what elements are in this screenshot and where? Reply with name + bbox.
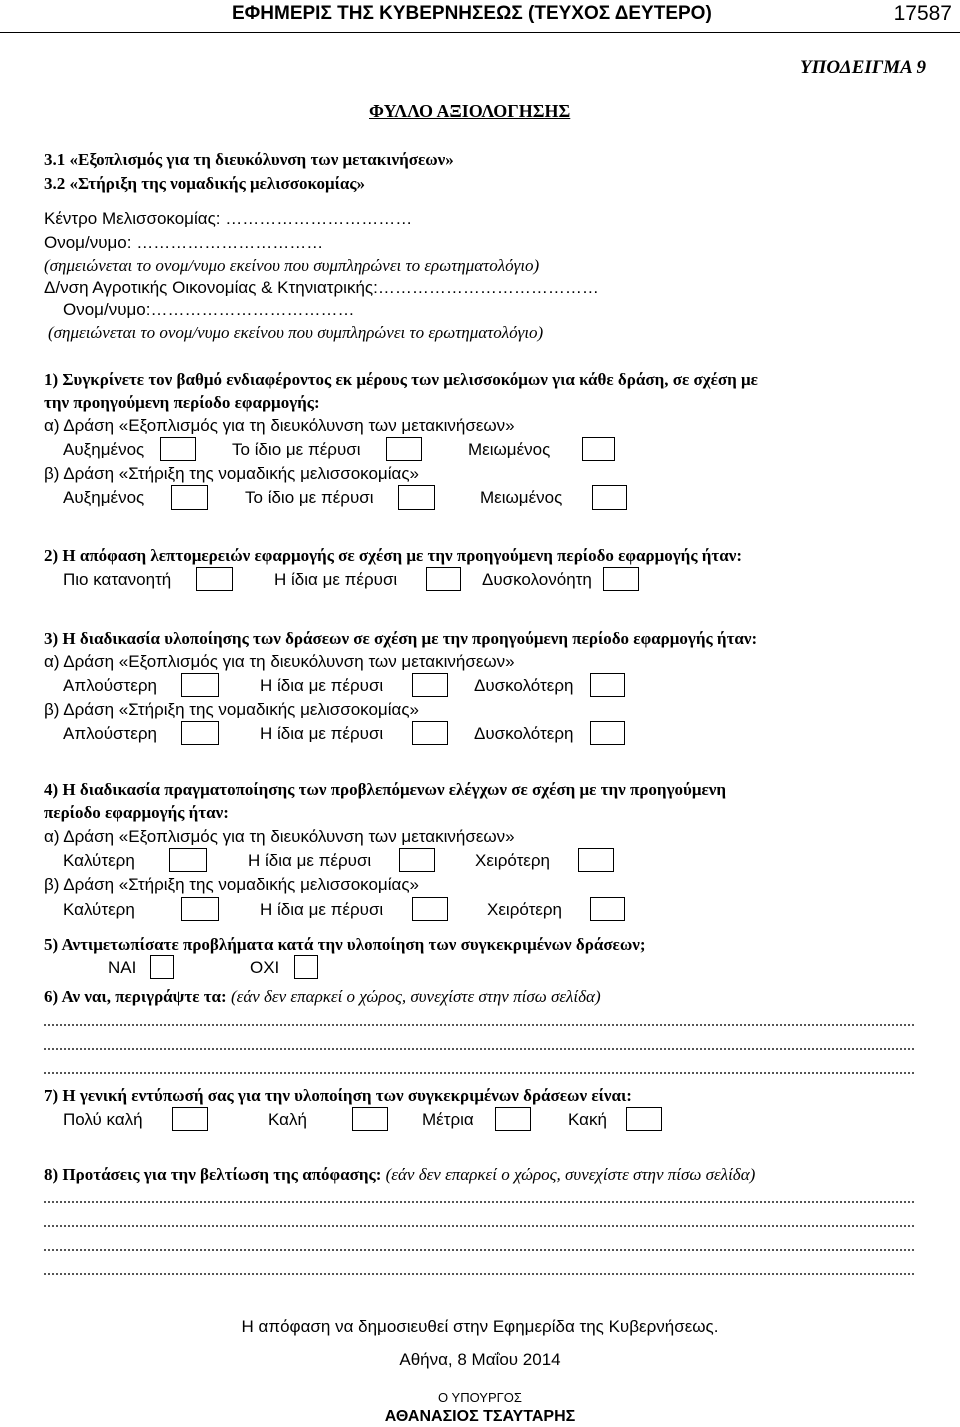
q1b-opt2-label: Το ίδιο με πέρυσι — [245, 488, 374, 507]
q8-answer-line-3[interactable] — [44, 1249, 914, 1253]
q3-title: 3) Η διαδικασία υλοποίησης των δράσεων σε σχέση με την προηγούμενη περίοδο εφαρμογής ήταν: — [44, 629, 758, 648]
q2-opt1-checkbox[interactable] — [196, 567, 233, 591]
q6-answer-line-3[interactable] — [44, 1072, 914, 1076]
q1b-opt3-checkbox[interactable] — [592, 485, 627, 510]
page-header — [0, 0, 960, 33]
q4b-opt1-checkbox[interactable] — [181, 897, 219, 921]
q1a-opt3-label: Μειωμένος — [468, 440, 551, 459]
q2-opt2-label: Η ίδια με πέρυσι — [274, 570, 398, 589]
name1-note: (σημειώνεται το ονομ/νυμο εκείνου που συμπληρώνει το ερωτηματολόγιο) — [44, 256, 540, 275]
q1-title-cont: την προηγούμενη περίοδο εφαρμογής: — [44, 393, 320, 412]
signatory-name: ΑΘΑΝΑΣΙΟΣ ΤΣΑΥΤΑΡΗΣ — [384, 1408, 576, 1425]
directorate-field[interactable]: ………………………………… — [377, 278, 599, 297]
sample-label: ΥΠΟΔΕΙΓΜΑ 9 — [800, 57, 926, 78]
q6-question — [44, 987, 601, 1007]
q1b-opt1-label: Αυξημένος — [63, 488, 145, 507]
beekeeping-center-field[interactable]: …………………………… — [225, 209, 413, 228]
q7-opt2-checkbox[interactable] — [352, 1107, 388, 1131]
q3b-opt1-checkbox[interactable] — [181, 721, 219, 745]
q1a-opt3-checkbox[interactable] — [582, 437, 615, 461]
action-3-2: 3.2 «Στήριξη της νομαδικής μελισσοκομίας» — [44, 174, 366, 193]
q8-answer-line-4[interactable] — [44, 1273, 914, 1277]
q6-answer-line-2[interactable] — [44, 1048, 914, 1052]
directorate-label: Δ/νση Αγροτικής Οικονομίας & Κτηνιατρικής:………………………………… — [44, 278, 599, 297]
q6-title: 6) Αν ναι, περιγράψτε τα: — [44, 987, 227, 1006]
q7-opt2-label: Καλή — [268, 1110, 307, 1129]
q6-hint: (εάν δεν επαρκεί ο χώρος, συνεχίστε στην πίσω σελίδα) — [230, 987, 601, 1006]
q1b-opt1-checkbox[interactable] — [171, 485, 208, 510]
q8-answer-line-2[interactable] — [44, 1225, 914, 1229]
q4b-opt3-label: Χειρότερη — [487, 900, 562, 919]
q7-opt1-label: Πολύ καλή — [63, 1110, 143, 1129]
q7-opt3-checkbox[interactable] — [495, 1107, 531, 1131]
q3-action-b: β) Δράση «Στήριξη της νομαδικής μελισσοκομίας» — [44, 700, 419, 719]
q3a-opt2-checkbox[interactable] — [412, 673, 448, 697]
q5-yes-label: ΝΑΙ — [108, 958, 137, 977]
q4b-opt2-label: Η ίδια με πέρυσι — [260, 900, 384, 919]
q1b-opt3-label: Μειωμένος — [480, 488, 563, 507]
q4a-opt3-label: Χειρότερη — [475, 851, 550, 870]
q2-opt2-checkbox[interactable] — [426, 567, 461, 591]
q3a-opt2-label: Η ίδια με πέρυσι — [260, 676, 384, 695]
signatory-role: Ο ΥΠΟΥΡΓΟΣ — [438, 1390, 522, 1405]
name2-field[interactable]: ……………………………… — [150, 300, 355, 319]
q1-action-b: β) Δράση «Στήριξη της νομαδικής μελισσοκομίας» — [44, 464, 419, 483]
q3a-opt3-label: Δυσκολότερη — [474, 676, 574, 695]
q4-title: 4) Η διαδικασία πραγματοποίησης των προβλεπόμενων ελέγχων σε σχέση με την προηγούμενη — [44, 780, 727, 799]
q4b-opt3-checkbox[interactable] — [590, 897, 625, 921]
q2-opt3-checkbox[interactable] — [603, 567, 639, 591]
q7-opt4-checkbox[interactable] — [626, 1107, 662, 1131]
page-number: 17587 — [893, 2, 952, 25]
q4a-opt2-label: Η ίδια με πέρυσι — [248, 851, 372, 870]
publication-order: Η απόφαση να δημοσιευθεί στην Εφημερίδα της Κυβερνήσεως. — [241, 1317, 719, 1336]
q1b-opt2-checkbox[interactable] — [398, 485, 435, 510]
q4-action-b: β) Δράση «Στήριξη της νομαδικής μελισσοκομίας» — [44, 875, 419, 894]
q4a-opt3-checkbox[interactable] — [578, 848, 614, 872]
q3a-opt3-checkbox[interactable] — [590, 673, 625, 697]
name2-note: (σημειώνεται το ονομ/νυμο εκείνου που συμπληρώνει το ερωτηματολόγιο) — [48, 323, 544, 342]
q7-opt4-label: Κακή — [568, 1110, 607, 1129]
q1a-opt2-checkbox[interactable] — [386, 437, 422, 461]
q2-opt1-label: Πιο κατανοητή — [63, 570, 172, 589]
q4a-opt1-checkbox[interactable] — [169, 848, 207, 872]
q1a-opt1-label: Αυξημένος — [63, 440, 145, 459]
q3b-opt3-checkbox[interactable] — [590, 721, 625, 745]
q5-yes-checkbox[interactable] — [150, 955, 174, 979]
q2-opt3-label: Δυσκολονόητη — [482, 570, 592, 589]
q5-title: 5) Αντιμετωπίσατε προβλήματα κατά την υλοποίηση των συγκεκριμένων δράσεων; — [44, 935, 646, 954]
q7-title: 7) Η γενική εντύπωσή σας για την υλοποίηση των συγκεκριμένων δράσεων είναι: — [44, 1086, 632, 1105]
signing-date: Αθήνα, 8 Μαΐου 2014 — [399, 1350, 561, 1369]
name1-label: Ονομ/νυμο: …………………………… — [44, 233, 324, 252]
name2-label: Ονομ/νυμο:……………………………… — [63, 300, 355, 319]
q1-title: 1) Συγκρίνετε τον βαθμό ενδιαφέροντος εκ μέρους των μελισσοκόμων για κάθε δράση, σε σχέση με — [44, 370, 758, 389]
q4a-opt2-checkbox[interactable] — [399, 848, 435, 872]
q2-title: 2) Η απόφαση λεπτομερειών εφαρμογής σε σχέση με την προηγούμενη περίοδο εφαρμογής ήταν: — [44, 546, 742, 565]
q3-action-a: α) Δράση «Εξοπλισμός για τη διευκόλυνση των μετακινήσεων» — [44, 652, 515, 671]
q8-answer-line-1[interactable] — [44, 1201, 914, 1205]
q3b-opt2-checkbox[interactable] — [412, 721, 448, 745]
q8-title: 8) Προτάσεις για την βελτίωση της απόφασης: — [44, 1165, 382, 1184]
q4b-opt1-label: Καλύτερη — [63, 900, 135, 919]
q3a-opt1-checkbox[interactable] — [181, 673, 219, 697]
q1-action-a: α) Δράση «Εξοπλισμός για τη διευκόλυνση των μετακινήσεων» — [44, 416, 515, 435]
action-3-1: 3.1 «Εξοπλισμός για τη διευκόλυνση των μετακινήσεων» — [44, 150, 454, 169]
q3b-opt2-label: Η ίδια με πέρυσι — [260, 724, 384, 743]
q1a-opt2-label: Το ίδιο με πέρυσι — [232, 440, 361, 459]
q3a-opt1-label: Απλούστερη — [63, 676, 157, 695]
q5-no-checkbox[interactable] — [294, 955, 318, 979]
q7-opt1-checkbox[interactable] — [172, 1107, 208, 1131]
q4a-opt1-label: Καλύτερη — [63, 851, 135, 870]
name1-field[interactable]: …………………………… — [136, 233, 324, 252]
q8-question — [44, 1165, 755, 1185]
q5-no-label: ΟΧΙ — [250, 958, 280, 977]
q6-answer-line-1[interactable] — [44, 1024, 914, 1028]
q4-action-a: α) Δράση «Εξοπλισμός για τη διευκόλυνση των μετακινήσεων» — [44, 827, 515, 846]
beekeeping-center-label: Κέντρο Μελισσοκομίας: …………………………… — [44, 209, 413, 228]
gazette-title: ΕΦΗΜΕΡΙΣ ΤΗΣ ΚΥΒΕΡΝΗΣΕΩΣ (ΤΕΥΧΟΣ ΔΕΥΤΕΡΟ) — [232, 3, 712, 24]
q4b-opt2-checkbox[interactable] — [412, 897, 448, 921]
q7-opt3-label: Μέτρια — [422, 1110, 474, 1129]
q8-hint: (εάν δεν επαρκεί ο χώρος, συνεχίστε στην πίσω σελίδα) — [385, 1165, 756, 1184]
q1a-opt1-checkbox[interactable] — [160, 437, 196, 461]
q3b-opt3-label: Δυσκολότερη — [474, 724, 574, 743]
q3b-opt1-label: Απλούστερη — [63, 724, 157, 743]
q4-title-cont: περίοδο εφαρμογής ήταν: — [44, 803, 229, 822]
form-title: ΦΥΛΛΟ ΑΞΙΟΛΟΓΗΣΗΣ — [369, 101, 571, 121]
